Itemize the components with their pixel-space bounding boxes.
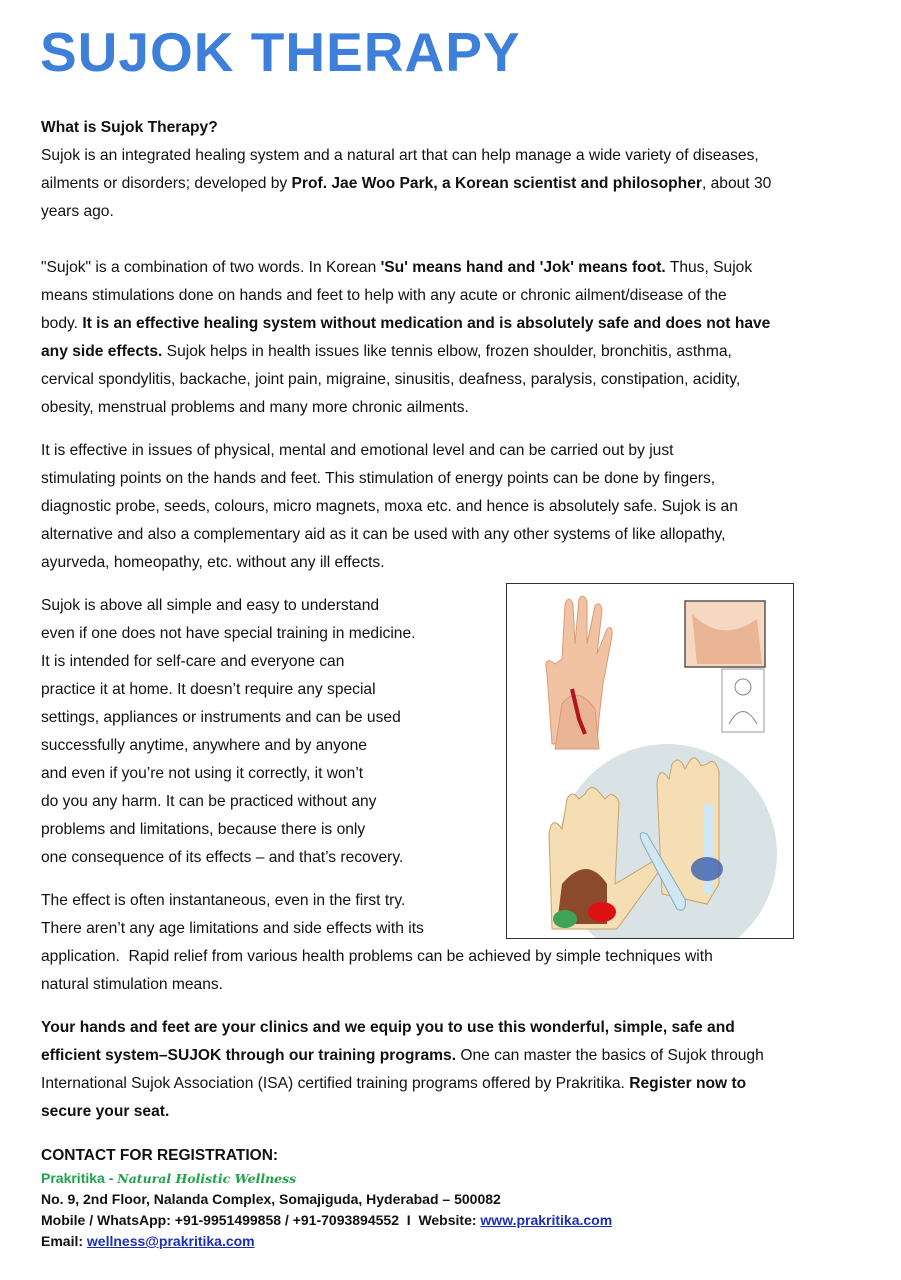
bold-text: 'Su' means hand and 'Jok' means foot. <box>380 259 666 276</box>
section-heading <box>41 114 891 142</box>
text-line <box>41 1070 891 1098</box>
website-label: Website: <box>418 1212 481 1228</box>
text: ayurveda, homeopathy, etc. without any ill effects. <box>41 554 385 571</box>
phone-numbers: +91-9951499858 / +91-7093894552 <box>174 1212 399 1228</box>
text: There aren’t any age limitations and side effects with its <box>41 920 424 937</box>
text-line <box>41 465 891 493</box>
text-line <box>41 282 891 310</box>
bold-text: It is an effective healing system without medication and is absolutely safe and does not have <box>82 315 771 332</box>
text: one consequence of its effects – and that’s recovery. <box>41 849 404 866</box>
text: body. <box>41 315 83 332</box>
text: One can master the basics of Sujok through <box>456 1047 764 1064</box>
text-line <box>41 1042 891 1070</box>
bold-text: efficient system–SUJOK through our training programs. <box>41 1047 457 1064</box>
text: Sujok is above all simple and easy to understand <box>41 597 380 614</box>
org-tagline: Natural Holistic Wellness <box>117 1171 297 1186</box>
text-line <box>41 549 891 577</box>
text-line <box>41 310 891 338</box>
paragraph <box>41 254 891 422</box>
contact-heading: CONTACT FOR REGISTRATION: <box>41 1147 279 1164</box>
text: and even if you’re not using it correctly, it won’t <box>41 765 364 782</box>
text: settings, appliances or instruments and can be used <box>41 709 401 726</box>
text-line <box>41 114 891 142</box>
text-line <box>41 254 891 282</box>
organization-name <box>41 1168 612 1189</box>
org-name: Prakritika - <box>41 1170 118 1186</box>
text-line <box>41 1098 891 1126</box>
text-line <box>41 170 891 198</box>
hand-pressing-icon <box>546 596 612 749</box>
text: do you any harm. It can be practiced without any <box>41 793 377 810</box>
text-line <box>41 366 891 394</box>
text: natural stimulation means. <box>41 976 224 993</box>
text-line <box>41 437 891 465</box>
text: International Sujok Association (ISA) certified training programs offered by Prakritika. <box>41 1075 630 1092</box>
text: means stimulations done on hands and feet to help with any acute or chronic ailment/disease of the <box>41 287 727 304</box>
text: problems and limitations, because there is only <box>41 821 366 838</box>
text: Sujok is an integrated healing system and a natural art that can help manage a wide variety of diseases, <box>41 147 759 164</box>
page-title: SUJOK THERAPY <box>40 21 521 83</box>
email-link[interactable]: wellness@prakritika.com <box>86 1233 255 1249</box>
text: practice it at home. It doesn’t require any special <box>41 681 376 698</box>
text-line <box>41 521 891 549</box>
text: obesity, menstrual problems and many more chronic ailments. <box>41 399 469 416</box>
bold-text: What is Sujok Therapy? <box>41 119 218 136</box>
text-line <box>41 493 891 521</box>
text: The effect is often instantaneous, even in the first try. <box>41 892 406 909</box>
address: No. 9, 2nd Floor, Nalanda Complex, Somajiguda, Hyderabad – 500082 <box>41 1191 501 1207</box>
text: "Sujok" is a combination of two words. In Korean <box>41 259 381 276</box>
bold-text: Your hands and feet are your clinics and we equip you to use this wonderful, simple, safe and <box>41 1019 735 1036</box>
text-line <box>41 943 891 971</box>
bold-text: any side effects. <box>41 343 163 360</box>
bold-text: Register now to <box>629 1075 747 1092</box>
phone-label: Mobile / WhatsApp: <box>41 1212 175 1228</box>
text-line <box>41 142 891 170</box>
text: successfully anytime, anywhere and by anyone <box>41 737 367 754</box>
text: Thus, Sujok <box>665 259 753 276</box>
text: It is intended for self-care and everyone can <box>41 653 345 670</box>
contact-section <box>41 1144 612 1252</box>
text-line <box>41 971 891 999</box>
website-link[interactable]: www.prakritika.com <box>480 1212 613 1228</box>
phone-website-line <box>41 1210 612 1231</box>
text-line <box>41 394 891 422</box>
text: even if one does not have special training in medicine. <box>41 625 416 642</box>
email-label: Email: <box>41 1233 87 1249</box>
text: Sujok helps in health issues like tennis elbow, frozen shoulder, bronchitis, asthma, <box>162 343 732 360</box>
bold-text: secure your seat. <box>41 1103 170 1120</box>
paragraph <box>41 437 891 577</box>
text: , about 30 <box>701 175 772 192</box>
email-line <box>41 1231 612 1252</box>
text-line <box>41 338 891 366</box>
text: application. Rapid relief from various health problems can be achieved by simple techniques with <box>41 948 713 965</box>
bold-text: Prof. Jae Woo Park, a Korean scientist and philosopher <box>291 175 702 192</box>
text: diagnostic probe, seeds, colours, micro magnets, moxa etc. and hence is absolutely safe. Sujok is an <box>41 498 738 515</box>
paragraph <box>41 1014 891 1126</box>
paragraph <box>41 142 891 226</box>
text-line <box>41 1014 891 1042</box>
separator: I <box>398 1212 419 1228</box>
text-line <box>41 198 891 226</box>
sujok-illustration <box>506 583 794 939</box>
hand-therapy-image <box>507 584 793 938</box>
text: cervical spondylitis, backache, joint pain, migraine, sinusitis, deafness, paralysis, constipation, acidity, <box>41 371 741 388</box>
text: stimulating points on the hands and feet. This stimulation of energy points can be done by fingers, <box>41 470 716 487</box>
text: It is effective in issues of physical, mental and emotional level and can be carried out by just <box>41 442 674 459</box>
text: alternative and also a complementary aid as it can be used with any other systems of like allopathy, <box>41 526 726 543</box>
text: years ago. <box>41 203 114 220</box>
text: ailments or disorders; developed by <box>41 175 292 192</box>
